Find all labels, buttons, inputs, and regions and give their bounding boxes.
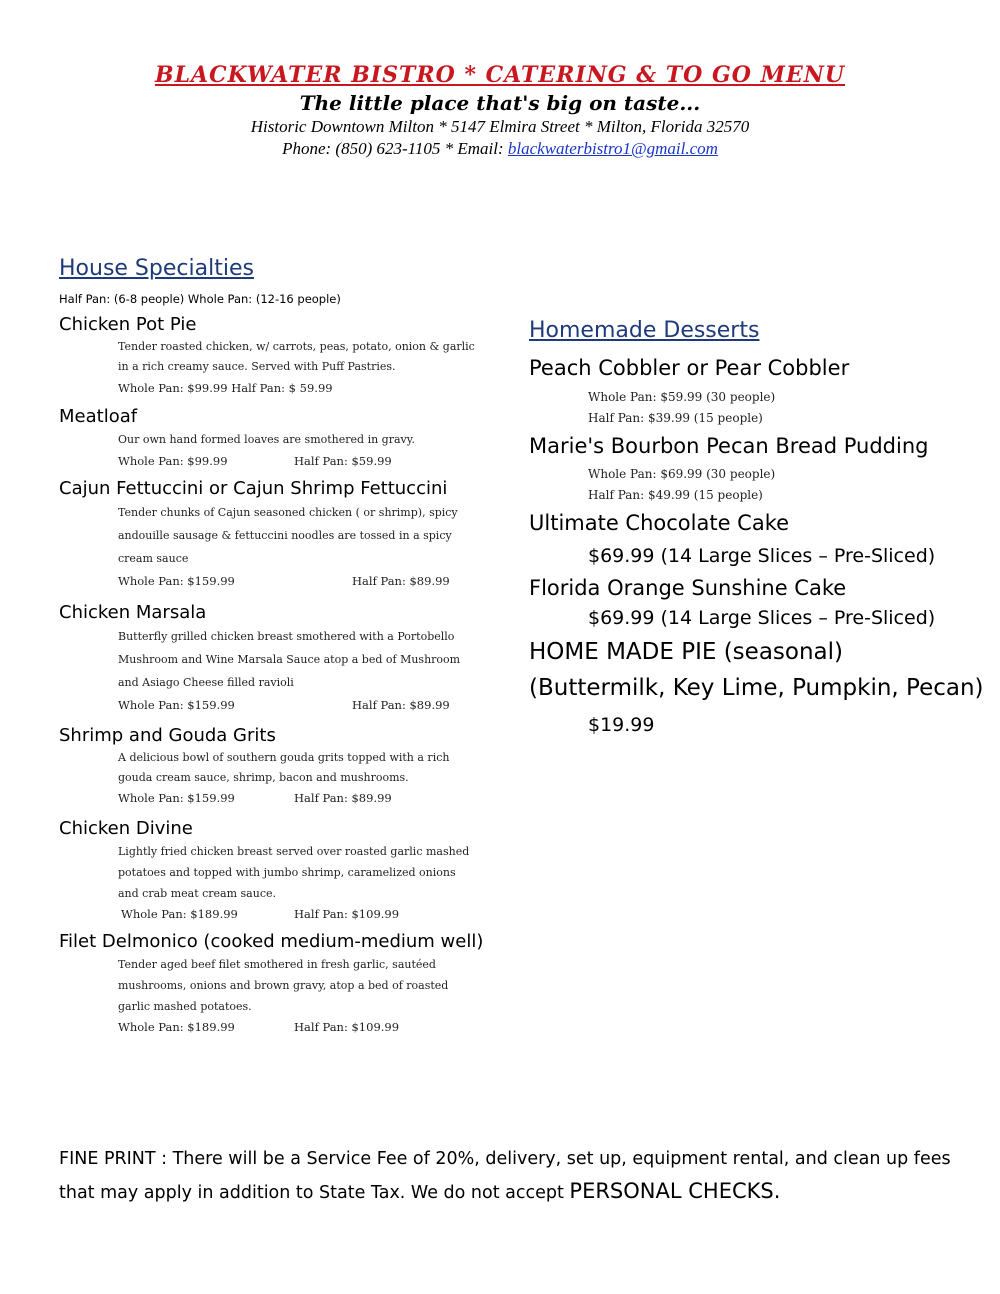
- dessert-name: Ultimate Chocolate Cake: [529, 511, 790, 535]
- item-price: [118, 450, 499, 472]
- menu-item: [59, 601, 499, 716]
- pie-varieties: (Buttermilk, Key Lime, Pumpkin, Pecan): [529, 675, 984, 701]
- half-pan-price: Half Pan: $89.99: [352, 574, 450, 588]
- item-name: Cajun Fettuccini or Cajun Shrimp Fettuccini: [59, 478, 448, 499]
- whole-pan-price: Whole Pan: $99.99: [118, 454, 228, 468]
- whole-pan-price: Whole Pan: $159.99: [118, 791, 235, 805]
- dessert-name: Marie's Bourbon Pecan Bread Pudding: [529, 434, 929, 458]
- dessert-name: Peach Cobbler or Pear Cobbler: [529, 356, 850, 380]
- menu-item: [59, 724, 499, 808]
- menu-item: [59, 313, 499, 399]
- item-price: [118, 377, 499, 399]
- item-name: Chicken Divine: [59, 818, 193, 839]
- half-pan-price: Half Pan: $59.99: [294, 454, 392, 468]
- item-description: Tender roasted chicken, w/ carrots, peas, potato, onion & garlic in a rich creamy sauce. Served with Puff Pastries.: [118, 340, 475, 373]
- menu-title: BLACKWATER BISTRO * CATERING & TO GO MENU: [154, 62, 846, 88]
- item-name: Meatloaf: [59, 406, 138, 427]
- whole-pan-price: Whole Pan: $189.99: [121, 907, 238, 921]
- dessert-price: $69.99 (14 Large Slices – Pre-Sliced): [588, 607, 936, 629]
- pie-price: $19.99: [588, 714, 655, 736]
- item-description: Tender aged beef filet smothered in fresh garlic, sautéed mushrooms, onions and brown gravy, atop a bed of roasted garlic mashed potatoes.: [118, 958, 449, 1013]
- item-description: Tender chunks of Cajun seasoned chicken ( or shrimp), spicy andouille sausage & fettuccini noodles are tossed in a spicy cream sauce: [118, 506, 458, 565]
- half-pan-price: Half Pan: $49.99 (15 people): [588, 488, 763, 502]
- half-pan-price: Half Pan: $89.99: [352, 698, 450, 712]
- item-price: [118, 570, 499, 592]
- tagline: The little place that's big on taste...: [299, 91, 701, 115]
- fine-print-text: FINE PRINT : There will be a Service Fee of 20%, delivery, set up, equipment rental, and clean up fees that may apply in addition to State Tax. We do not accept: [59, 1149, 951, 1203]
- price-text: Whole Pan: $99.99 Half Pan: $ 59.99: [118, 381, 333, 395]
- item-price: [118, 788, 499, 808]
- half-pan-price: Half Pan: $109.99: [294, 1020, 400, 1034]
- item-name: Chicken Pot Pie: [59, 314, 197, 335]
- half-pan-price: Half Pan: $39.99 (15 people): [588, 411, 763, 425]
- item-name: Filet Delmonico (cooked medium-medium well): [59, 931, 484, 952]
- whole-pan-price: Whole Pan: $159.99: [118, 574, 235, 588]
- item-description: Our own hand formed loaves are smothered in gravy.: [118, 433, 415, 446]
- dessert-price: $69.99 (14 Large Slices – Pre-Sliced): [588, 545, 936, 567]
- desserts-heading: Homemade Desserts: [529, 318, 760, 343]
- address: Historic Downtown Milton * 5147 Elmira Street * Milton, Florida 32570: [250, 117, 750, 136]
- item-price: [118, 1017, 499, 1037]
- pie-heading: HOME MADE PIE (seasonal): [529, 639, 844, 665]
- item-name: Shrimp and Gouda Grits: [59, 725, 276, 746]
- menu-header: [0, 60, 1000, 160]
- whole-pan-price: Whole Pan: $69.99 (30 people): [588, 467, 776, 481]
- whole-pan-price: Whole Pan: $159.99: [118, 698, 235, 712]
- menu-item: [59, 405, 499, 472]
- half-pan-price: Half Pan: $109.99: [294, 907, 400, 921]
- no-checks-notice: PERSONAL CHECKS.: [569, 1179, 781, 1203]
- menu-item: [59, 477, 499, 592]
- menu-item: [59, 817, 499, 924]
- half-pan-price: Half Pan: $89.99: [294, 791, 392, 805]
- menu-item: [59, 930, 499, 1037]
- item-description: Lightly fried chicken breast served over roasted garlic mashed potatoes and topped with jumbo shrimp, caramelized onions and crab meat cream sauce.: [118, 845, 470, 900]
- house-specialties-heading: House Specialties: [59, 256, 254, 281]
- email-link[interactable]: blackwaterbistro1@gmail.com: [507, 139, 718, 158]
- pan-size-note: Half Pan: (6-8 people) Whole Pan: (12-16 people): [59, 292, 341, 306]
- whole-pan-price: Whole Pan: $189.99: [118, 1020, 235, 1034]
- item-price: [118, 694, 499, 716]
- dessert-name: Florida Orange Sunshine Cake: [529, 576, 847, 600]
- contact-line: [0, 138, 1000, 160]
- whole-pan-price: Whole Pan: $59.99 (30 people): [588, 390, 776, 404]
- item-description: A delicious bowl of southern gouda grits topped with a rich gouda cream sauce, shrimp, bacon and mushrooms.: [118, 751, 450, 784]
- item-description: Butterfly grilled chicken breast smothered with a Portobello Mushroom and Wine Marsala Sauce atop a bed of Mushroom and Asiago Cheese filled ravioli: [118, 630, 461, 689]
- fine-print: [59, 1143, 959, 1209]
- item-price: [118, 904, 499, 924]
- item-name: Chicken Marsala: [59, 602, 207, 623]
- phone: Phone: (850) 623-1105 * Email:: [282, 139, 508, 158]
